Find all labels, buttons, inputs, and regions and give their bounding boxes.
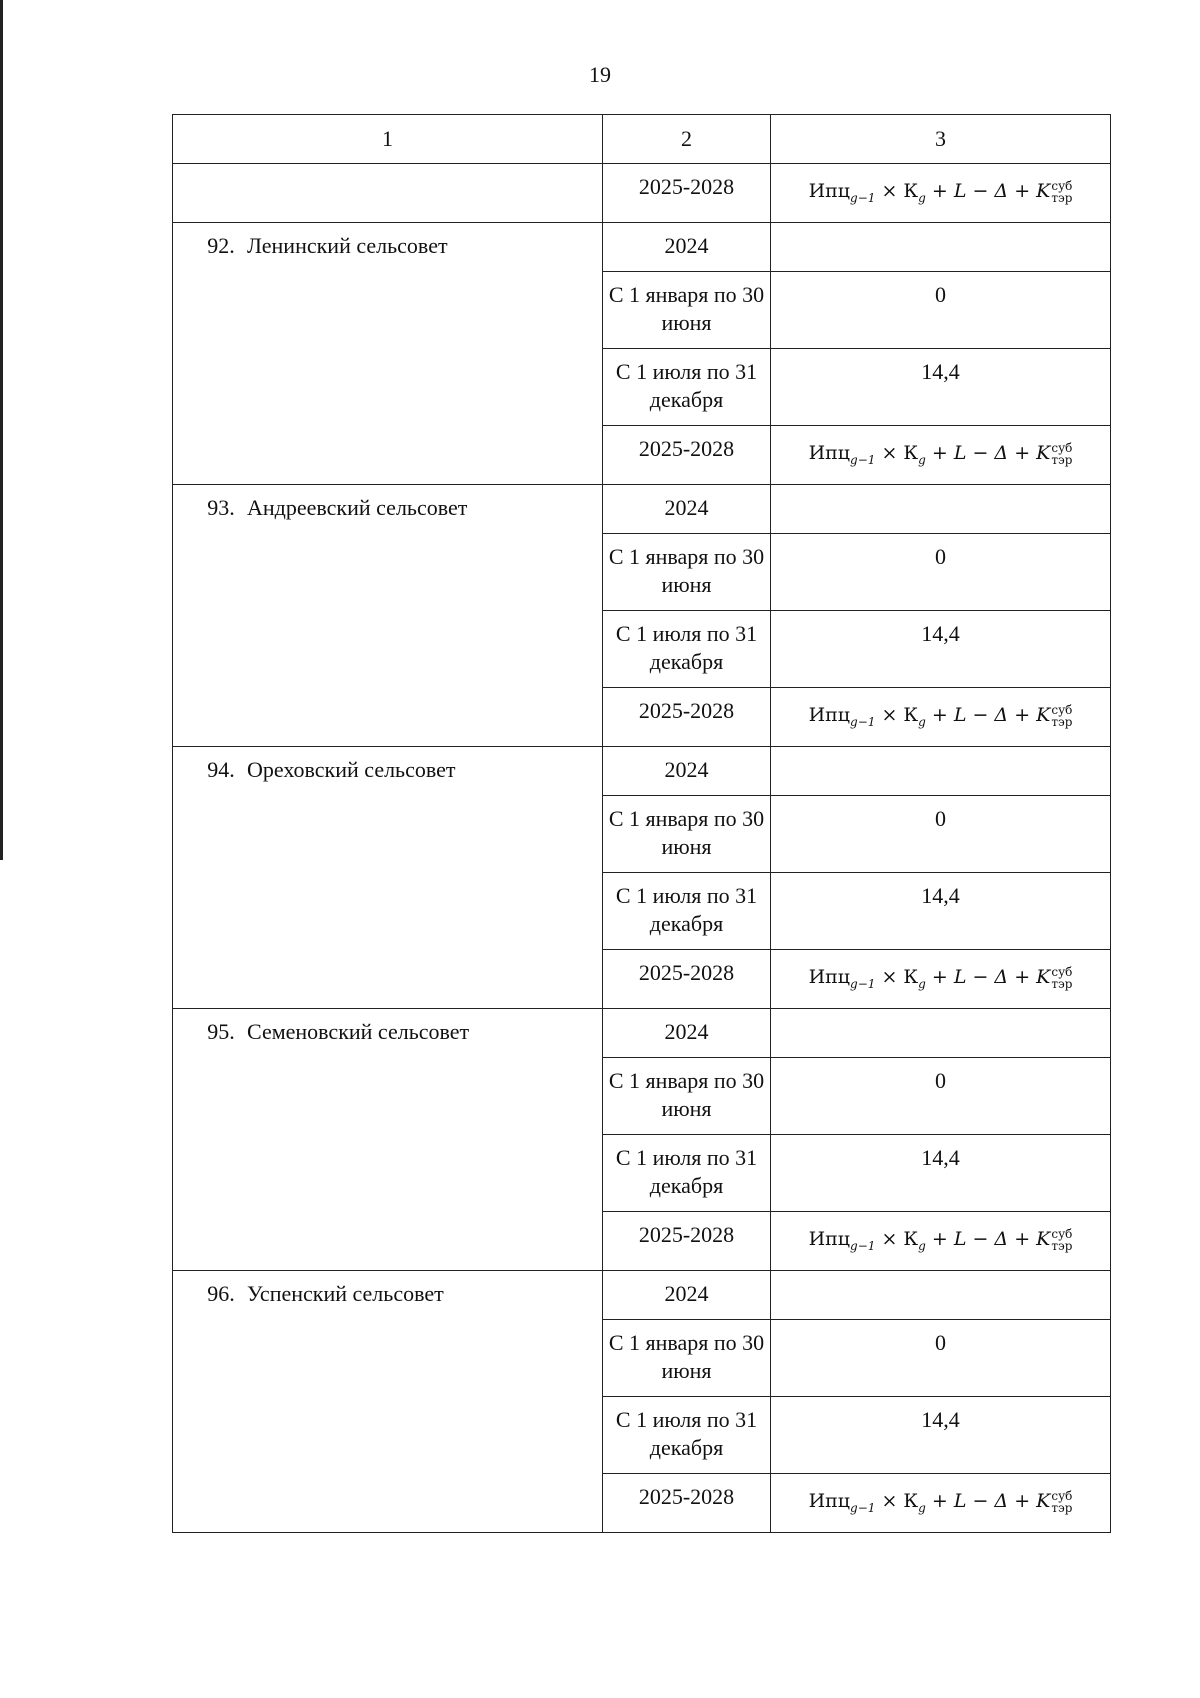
formula-kter-sub: тэр xyxy=(1051,191,1073,205)
year-cell xyxy=(603,485,771,534)
value-jul-dec: 14,4 xyxy=(921,1407,960,1432)
formula-times: × xyxy=(881,1490,898,1512)
period-cell xyxy=(603,426,771,485)
value-jul-dec: 14,4 xyxy=(921,1145,960,1170)
municipality-cell xyxy=(173,223,603,485)
formula-rest: + L − Δ + xyxy=(931,704,1031,726)
municipality-name: Ленинский сельсовет xyxy=(247,233,448,258)
municipality-cell xyxy=(173,1009,603,1271)
formula-k-sub: g xyxy=(918,715,926,729)
period-future: 2025-2028 xyxy=(638,1222,735,1247)
period-future: 2025-2028 xyxy=(638,1484,735,1509)
formula-k: К xyxy=(903,442,919,464)
formula-rest: + L − Δ + xyxy=(931,1490,1031,1512)
continuation-period: 2025-2028 xyxy=(638,174,735,199)
formula-kter: K xyxy=(1036,704,1051,726)
row-year xyxy=(173,1009,1111,1058)
formula-ipc-sub: g−1 xyxy=(850,977,876,991)
formula-times: × xyxy=(881,1228,898,1250)
formula-kter-sub: тэр xyxy=(1051,977,1073,991)
value-cell xyxy=(771,272,1111,349)
value-cell xyxy=(771,1058,1111,1135)
row-number: 95. xyxy=(207,1019,235,1044)
formula-kter: K xyxy=(1036,1228,1051,1250)
formula-kter: K xyxy=(1036,442,1051,464)
value-jan-jun: 0 xyxy=(935,806,946,831)
tariff-table xyxy=(172,114,1111,1533)
municipality-cell xyxy=(173,485,603,747)
formula-cell xyxy=(771,1212,1111,1271)
value-cell xyxy=(771,873,1111,950)
formula-k: К xyxy=(903,1228,919,1250)
period-cell xyxy=(603,1212,771,1271)
formula-ipc-sub: g−1 xyxy=(850,1501,876,1515)
formula-k: К xyxy=(903,1490,919,1512)
formula-k: К xyxy=(903,966,919,988)
period-cell xyxy=(603,796,771,873)
period-cell xyxy=(603,1474,771,1533)
value-cell xyxy=(771,796,1111,873)
formula-ipc: Ипц xyxy=(808,180,851,202)
period-cell xyxy=(603,1397,771,1474)
formula-k-sub: g xyxy=(918,191,926,205)
period-future: 2025-2028 xyxy=(638,436,735,461)
period-cell xyxy=(603,950,771,1009)
year-cell xyxy=(603,1009,771,1058)
row-number: 94. xyxy=(207,757,235,782)
formula-kter: K xyxy=(1036,180,1051,202)
value-cell xyxy=(771,534,1111,611)
formula-times: × xyxy=(881,966,898,988)
period-jul-dec: С 1 июля по 31 декабря xyxy=(615,883,758,936)
value-jul-dec: 14,4 xyxy=(921,883,960,908)
formula-k: К xyxy=(903,180,919,202)
continuation-period-cell xyxy=(603,164,771,223)
period-jul-dec: С 1 июля по 31 декабря xyxy=(615,1407,758,1460)
value-cell xyxy=(771,1135,1111,1212)
year-label: 2024 xyxy=(664,1019,709,1044)
formula xyxy=(809,439,1073,474)
formula-kter-sup: суб xyxy=(1051,441,1073,455)
period-cell xyxy=(603,873,771,950)
municipality-cell xyxy=(173,1271,603,1533)
value-jul-dec: 14,4 xyxy=(921,621,960,646)
value-jan-jun: 0 xyxy=(935,1068,946,1093)
formula-k-sub: g xyxy=(918,1239,926,1253)
page-number: 19 xyxy=(589,62,611,87)
value-cell xyxy=(771,611,1111,688)
formula-k: К xyxy=(903,704,919,726)
year-label: 2024 xyxy=(664,1281,709,1306)
year-label: 2024 xyxy=(664,757,709,782)
scan-edge xyxy=(0,0,3,860)
formula-times: × xyxy=(881,704,898,726)
formula-ipc: Ипц xyxy=(808,966,851,988)
formula-kter-sup: суб xyxy=(1051,1227,1073,1241)
value-jan-jun: 0 xyxy=(935,544,946,569)
formula-ipc: Ипц xyxy=(808,1228,851,1250)
period-future: 2025-2028 xyxy=(638,960,735,985)
period-jul-dec: С 1 июля по 31 декабря xyxy=(615,359,758,412)
value-cell xyxy=(771,1320,1111,1397)
header-col-3: 3 xyxy=(771,115,1111,164)
formula-kter-sup: суб xyxy=(1051,703,1073,717)
header-col-1: 1 xyxy=(173,115,603,164)
period-cell xyxy=(603,272,771,349)
period-jan-jun: С 1 января по 30 июня xyxy=(608,544,765,597)
period-cell xyxy=(603,534,771,611)
continuation-formula-cell xyxy=(771,164,1111,223)
municipality-name: Андреевский сельсовет xyxy=(247,495,468,520)
formula xyxy=(809,963,1073,998)
continuation-row xyxy=(173,164,1111,223)
header-row xyxy=(173,115,1111,164)
year-label: 2024 xyxy=(664,233,709,258)
formula-ipc: Ипц xyxy=(808,1490,851,1512)
row-year xyxy=(173,747,1111,796)
value-cell xyxy=(771,349,1111,426)
period-cell xyxy=(603,611,771,688)
row-number: 92. xyxy=(207,233,235,258)
continuation-name-cell xyxy=(173,164,603,223)
formula-ipc-sub: g−1 xyxy=(850,715,876,729)
period-jan-jun: С 1 января по 30 июня xyxy=(608,806,765,859)
header-col-2: 2 xyxy=(603,115,771,164)
formula-k-sub: g xyxy=(918,977,926,991)
period-jan-jun: С 1 января по 30 июня xyxy=(608,282,765,335)
formula-rest: + L − Δ + xyxy=(931,442,1031,464)
formula-times: × xyxy=(881,180,898,202)
year-value-cell xyxy=(771,747,1111,796)
year-cell xyxy=(603,747,771,796)
formula-kter-sup: суб xyxy=(1051,179,1073,193)
period-jan-jun: С 1 января по 30 июня xyxy=(608,1330,765,1383)
year-value-cell xyxy=(771,1271,1111,1320)
formula-cell xyxy=(771,688,1111,747)
row-year xyxy=(173,223,1111,272)
formula-kter: K xyxy=(1036,966,1051,988)
period-cell xyxy=(603,1058,771,1135)
formula-cell xyxy=(771,950,1111,1009)
period-future: 2025-2028 xyxy=(638,698,735,723)
formula-kter-sub: тэр xyxy=(1051,1239,1073,1253)
period-cell xyxy=(603,688,771,747)
formula xyxy=(809,177,1073,212)
year-label: 2024 xyxy=(664,495,709,520)
year-value-cell xyxy=(771,223,1111,272)
formula-ipc: Ипц xyxy=(808,442,851,464)
formula-rest: + L − Δ + xyxy=(931,1228,1031,1250)
formula-k-sub: g xyxy=(918,1501,926,1515)
formula-kter-sup: суб xyxy=(1051,965,1073,979)
formula xyxy=(809,1225,1073,1260)
period-jul-dec: С 1 июля по 31 декабря xyxy=(615,621,758,674)
municipality-name: Успенский сельсовет xyxy=(247,1281,444,1306)
formula-ipc-sub: g−1 xyxy=(850,453,876,467)
row-year xyxy=(173,1271,1111,1320)
formula-kter: K xyxy=(1036,1490,1051,1512)
year-value-cell xyxy=(771,485,1111,534)
formula xyxy=(809,701,1073,736)
year-cell xyxy=(603,223,771,272)
formula xyxy=(809,1487,1073,1522)
formula-rest: + L − Δ + xyxy=(931,180,1031,202)
row-year xyxy=(173,485,1111,534)
period-jul-dec: С 1 июля по 31 декабря xyxy=(615,1145,758,1198)
year-cell xyxy=(603,1271,771,1320)
year-value-cell xyxy=(771,1009,1111,1058)
period-cell xyxy=(603,349,771,426)
formula-ipc-sub: g−1 xyxy=(850,191,876,205)
period-cell xyxy=(603,1320,771,1397)
row-number: 93. xyxy=(207,495,235,520)
formula-kter-sub: тэр xyxy=(1051,1501,1073,1515)
municipality-name: Ореховский сельсовет xyxy=(247,757,456,782)
formula-ipc-sub: g−1 xyxy=(850,1239,876,1253)
formula-cell xyxy=(771,1474,1111,1533)
value-jan-jun: 0 xyxy=(935,1330,946,1355)
formula-rest: + L − Δ + xyxy=(931,966,1031,988)
formula-ipc: Ипц xyxy=(808,704,851,726)
formula-kter-sub: тэр xyxy=(1051,715,1073,729)
period-jan-jun: С 1 января по 30 июня xyxy=(608,1068,765,1121)
row-number: 96. xyxy=(207,1281,235,1306)
formula-times: × xyxy=(881,442,898,464)
value-jul-dec: 14,4 xyxy=(921,359,960,384)
value-jan-jun: 0 xyxy=(935,282,946,307)
formula-k-sub: g xyxy=(918,453,926,467)
formula-kter-sub: тэр xyxy=(1051,453,1073,467)
period-cell xyxy=(603,1135,771,1212)
municipality-cell xyxy=(173,747,603,1009)
value-cell xyxy=(771,1397,1111,1474)
formula-kter-sup: суб xyxy=(1051,1489,1073,1503)
municipality-name: Семеновский сельсовет xyxy=(247,1019,470,1044)
formula-cell xyxy=(771,426,1111,485)
